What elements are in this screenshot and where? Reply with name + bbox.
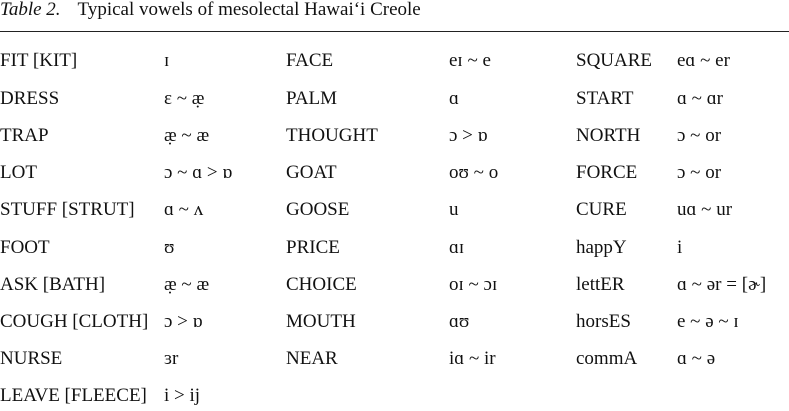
lexical-set-cell: CURE: [576, 199, 627, 220]
lexical-set-cell: happY: [576, 237, 627, 258]
vowel-cell: ɪ: [164, 50, 170, 71]
vowel-cell: i > ij: [164, 385, 201, 406]
lexical-set-cell: GOOSE: [286, 199, 350, 220]
lexical-set-cell: SQUARE: [576, 50, 653, 71]
vowel-cell: æ̣ ~ æ: [164, 274, 210, 295]
vowel-cell: ɔ ~ ɑ > ɒ: [164, 162, 233, 183]
vowel-cell: ɑ ~ ʌ: [164, 199, 204, 220]
lexical-set-cell: DRESS: [0, 88, 60, 109]
vowel-cell: iɑ ~ ir: [449, 348, 496, 369]
lexical-set-cell: THOUGHT: [286, 125, 378, 146]
vowel-cell: ɔ ~ or: [677, 162, 722, 183]
lexical-set-cell: horsES: [576, 311, 631, 332]
table-title: Typical vowels of mesolectal Hawaiʻi Creole: [77, 0, 421, 20]
vowel-cell: ɔ > ɒ: [449, 125, 488, 146]
lexical-set-cell: lettER: [576, 274, 625, 295]
lexical-set-cell: CHOICE: [286, 274, 357, 295]
vowel-cell: ɔ > ɒ: [164, 311, 203, 332]
vowel-cell: e ~ ə ~ ɪ: [677, 311, 739, 332]
vowel-cell: ɑɪ: [449, 237, 465, 258]
lexical-set-cell: LOT: [0, 162, 37, 183]
vowel-cell: oɪ ~ ɔɪ: [449, 274, 498, 295]
vowel-cell: æ̣ ~ æ: [164, 125, 210, 146]
vowel-cell: ɑ ~ ɑr: [677, 88, 723, 109]
vowel-cell: ɑ ~ ə: [677, 348, 716, 369]
lexical-set-cell: FOOT: [0, 237, 50, 258]
lexical-set-cell: PALM: [286, 88, 338, 109]
table-caption: [0, 0, 421, 21]
lexical-set-cell: NORTH: [576, 125, 641, 146]
vowel-cell: ɜr: [164, 348, 179, 369]
vowel-cell: ɑ ~ ər = [ɚ]: [677, 274, 767, 295]
lexical-set-cell: LEAVE [FLEECE]: [0, 385, 147, 406]
lexical-set-cell: FACE: [286, 50, 334, 71]
vowel-cell: ʊ: [164, 237, 175, 258]
lexical-set-cell: PRICE: [286, 237, 340, 258]
top-rule: [0, 31, 789, 32]
vowel-cell: ɛ ~ æ̣: [164, 88, 205, 109]
vowel-cell: ɔ ~ or: [677, 125, 722, 146]
vowel-cell: u: [449, 199, 459, 220]
lexical-set-cell: ASK [BATH]: [0, 274, 106, 295]
lexical-set-cell: COUGH [CLOTH]: [0, 311, 149, 332]
lexical-set-cell: START: [576, 88, 634, 109]
lexical-set-cell: STUFF [STRUT]: [0, 199, 135, 220]
lexical-set-cell: NEAR: [286, 348, 338, 369]
vowel-cell: uɑ ~ ur: [677, 199, 733, 220]
vowel-cell: eɑ ~ er: [677, 50, 730, 71]
vowel-cell: oʊ ~ o: [449, 162, 499, 183]
lexical-set-cell: GOAT: [286, 162, 337, 183]
lexical-set-cell: MOUTH: [286, 311, 356, 332]
lexical-set-cell: NURSE: [0, 348, 63, 369]
vowel-cell: ɑ: [449, 88, 459, 109]
lexical-set-cell: commA: [576, 348, 638, 369]
vowel-cell: i: [677, 237, 683, 258]
table-label: Table 2.: [0, 0, 61, 20]
lexical-set-cell: FORCE: [576, 162, 638, 183]
lexical-set-cell: TRAP: [0, 125, 49, 146]
lexical-set-cell: FIT [KIT]: [0, 50, 78, 71]
vowel-cell: ɑʊ: [449, 311, 470, 332]
vowel-cell: eɪ ~ e: [449, 50, 491, 71]
